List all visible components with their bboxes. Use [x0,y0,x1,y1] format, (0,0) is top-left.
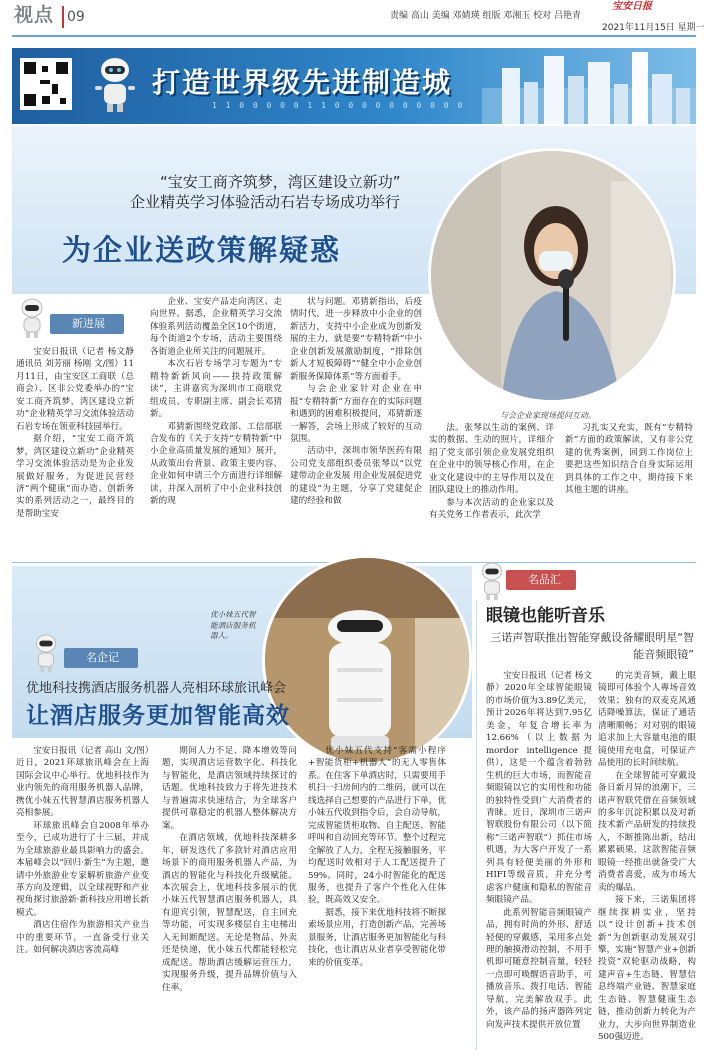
robot-mascot-icon [90,54,140,114]
paragraph: 法。张琴以生动的案例、详实的数据、生动的照片，详细介绍了党支部引领企业发展党组织在企业中的领导核心作用，在企业文化建设中的主导作用以及在团队建设上的推动作用。 [429,423,554,496]
paragraph: 宝安日报讯（记者 杨文静 通讯员 刘芳丽 杨刚 文/图）11月11日，由宝安区工商联（总商会）、区非公党委举办的“宝安工商齐筑梦，湾区建设立新功”企业精英学习交流体验活动石岩专场在领亚科技园举行。 [16,347,134,432]
editor-credits: 责编 高山 美编 邓婧瑛 组版 邓湘玉 校对 吕艳青 [390,11,582,21]
photo-caption: 与会企业家现场提问互动。 [500,411,596,420]
article-kicker: “宝安工商齐筑梦，湾区建设立新功” [160,173,401,191]
city-skyline-image [482,48,696,124]
article-headline[interactable]: 让酒店服务更加智能高效 [26,703,290,729]
banner [12,48,696,124]
speaker-photo [428,148,676,403]
page-number: 09 [67,9,85,25]
article-subtitle: 企业精英学习体验活动石岩专场成功举行 [130,193,401,211]
article-column [150,296,282,508]
paragraph: 企业、宝安产品走向湾区、走向世界。据悉，企业精英学习交流体验系列活动覆盖全区10个街道，每个街道2个专场，活动主要围绕各街道企业所关注的问题展开。 [150,297,282,357]
paragraph: 状与问题。邓猜新指出，后疫情时代，进一步释放中小企业的创新活力，支持中小企业成为创新发展的主力，就是要“专精特新”中小企业创新发展激励制度，“排除创新人才短板障碍”“健全中小企业创新服务保障体系”等方面着手。 [290,297,422,382]
paragraph: 宝安日报讯（记者 高山 文/图）近日，2021环球旅讯峰会在上海国际会议中心举行。优地科技作为业内领先的商用服务机器人品牌，携优小妹五代智慧酒店服务机器人亮相参展。 [16,746,149,819]
column-tag-brand: 名品汇 [506,570,576,590]
paragraph: 活动中，深圳市领华医药有限公司党支部组织委员张琴以“以党建带动企业发展 用企业发展促进党的建设”为主题，分享了党建促企建的经验和做 [290,446,422,507]
column-divider [476,600,477,1050]
paragraph: 参与本次活动的企业家以及有关党务工作者表示，此次学 [429,497,554,521]
paragraph: 与会企业家针对企业在申报“专精特新”方面存在的实际问题和遇到的困难积极提问，邓猜新逐一解答，会场上形成了较好的互动氛围。 [290,384,422,444]
paragraph: 期间人力不足、降本增效等问题，实现酒店运营数字化、科技化与智能化，是酒店领域持续探讨的话题。优地科技致力于将先进技术与普遍需求快速结合，为全球客户提供可靠稳定的机器人整体解决方案。 [162,746,297,831]
article-column [16,346,134,520]
article-subtitle: 优地科技携酒店服务机器人亮相环球旅讯峰会 [26,681,287,696]
qr-code-icon[interactable] [20,58,72,110]
paragraph: 接下来，三诺集团将继续探耕实业，坚持以“设计创新+技术创新”为创新驱动发展双引擎，实施“智慧产业+创新投资”双轮驱动战略，构建声音+生态链、智慧信息终端产业链、智慧家庭生态链、智慧健康生态链，推动创新力转化为产业力，大步向世界制造业500强迈进。 [598,895,696,1043]
column-tag-enterprise: 名企记 [64,648,138,668]
article-subtitle: 三诺声智联推出智能穿戴设备耀眼明星“智能音频眼镜” [490,631,694,661]
paragraph: 邓猜新围绕党政部、工信部联合发布的《关于支持“专精特新”中小企业高质量发展的通知》展开，从政策出台背景、政策主要内容、企业如何申请三个方面进行详细解读，并深入剖析了中小企业科技创新的现 [150,421,282,507]
issue-date: 2021年11月15日 星期一 [602,23,705,33]
paper-logo: 宝安日报 [612,1,652,12]
article-column [598,670,696,1044]
article-column [429,422,554,522]
article-column [308,745,446,969]
article-column [290,296,422,508]
banner-binary-text: 1 1 0 0 0 0 0 1 1 0 0 0 0 0 0 0 0 0 0 [212,101,465,110]
article-column [486,670,592,1031]
paragraph: 据介绍，“宝安工商齐筑梦，湾区建设立新功”企业精英学习交流体验活动是为企业发展做好服务，为促进民营经济“两个健康”而办造、创新务实的系列活动之一，最终目的是帮助宝安 [16,434,134,519]
paragraph: 本次石岩专场学习专题为“专精特新新风向——抉持政策解读”，主讲嘉宾为深圳市工商联党组成员、专职副主席、副会长邓猜新。 [150,359,282,420]
paragraph: 在全球智能可穿戴设备日新月异的浪潮下，三诺声智联凭借在音频领域的多年沉淀积累以及对新技术新产品研发的持续投入，不断推陈出新，结出累累硕果，这款智能音频眼镜一经推出就备受广大消费者喜爱，成为市场大卖的爆品。 [598,770,696,893]
robot-mascot-icon [14,296,50,340]
paragraph: 酒店住宿作为旅游相关产业当中的重要环节，一直备受行业关注。如何解决酒店客流高峰 [16,920,149,956]
robot-mascot-icon [474,560,510,602]
paragraph: 的完美音频，戴上眼镜即可体验个人專场音效效果；独有的双麦克风通话降噪算法，保证了通话清晰顺畅；对对别的眼镜追求加上大容量电池的眼镜使用充电盒，可保证产品使用的长时间续航。 [598,671,696,769]
paragraph: 据悉，接下来优地科技将不断探索场景应用，打造创新产品，完善场景服务，让酒店服务更加智能化与科技化，也让酒店从业者享受智能化带来的价值变革。 [308,907,446,968]
robot-mascot-icon [28,632,64,674]
paragraph: 环球旅讯峰会自2008年举办至今，已成功进行了十三届，并成为全球旅游业最具影响力的盛会。本届峰会以“回归·新生”为主题，邀请中外旅游业专家解析旅游产业变革方向及逻辑，以全球视野和产业视角探讨旅游新·新科技应用增长新模式。 [16,820,149,918]
article-headline[interactable]: 为企业送政策解疑惑 [62,233,342,267]
section-divider [62,6,64,28]
article-headline[interactable]: 眼镜也能听音乐 [486,606,605,626]
photo-caption: 优小妹五代智能酒店服务机器人。 [210,610,256,641]
section-name: 视点 [14,4,55,26]
hotel-robot-photo [262,555,472,765]
article-column [16,745,149,957]
banner-title: 打造世界级先进制造城 [152,66,453,99]
paragraph: 此系列智能音频眼镜产品，拥有时尚的外形、舒适轻便的穿戴感，采用多点处理的触摸滑动控制，不用手机即可随意控制音量，轻轻一点即可唤醒语音助手，可播放音乐、拨打电话、智能导航，完美解放双手。此外，该产品的扬声器阵列定向发声技术提供开放位置 [486,907,592,1030]
paragraph: 习扎实又充实，既有“专精特新”方面的政策解读，又有非公党建的优秀案例，回到工作岗位上要把这些知识结合自身实际运用到具体的工作之中，期待接下来其他主题的讲座。 [565,423,693,496]
paragraph: 优小妹五代支持“客需小程序+智能货柜+机器人”的无人零售体系。在住客下单酒店时，只需要用手机扫一扫房间内的二维码，就可以在线选择自己想要的产品进行下单，优小妹五代收到指令后，会自动导航，完成智能货柜取物、自主配送、智能呼叫和自动回充等环节。整个过程完全解放了人力，全程无接触服务，平均配送时效相对于人工配送提升了59%。同时，24小时智能化的配送服务，也提升了客户个性化入住体验，既高效又安全。 [308,746,446,906]
header-rule [12,35,696,37]
paragraph: 宝安日报讯（记者 杨文静）2020年全球智能眼镜的市场价值为3.89亿美元，预计2026年将达到7.95亿美金，年复合增长率为12.66%（以上数据为mordor intelligence提供），这是一个蕴含着勃勃生机的巨大市场，而智能音频眼镜以它的实用性和功能的独特性受到广大消费者的青睐。近日，深圳市三诺声智联股份有限公司（以下简称“三诺声智联”）抓住市场机遇，为大客户开发了一系列具有轻便美丽的外形和HIFI等级音质，并充分考虑客户健康和隐私的智能音频眼镜产品。 [486,671,592,906]
paragraph: 在酒店领域，优地科技深耕多年，研发迭代了多款针对酒店应用场景下的商用服务机器人产品，为酒店的智能化与科技化升级赋能。本次展会上，优地科技多展示的优小妹五代智慧酒店服务机器人，具有迎宾引领，智慧配送，自主回充等功能，可实现多楼层自主电梯出入无间断配送。无论是物品、外卖还是快递，优小妹五代都能轻松完成配送。帮助酒店缓解运营压力，实现服务升级，提升品牌价值与入住率。 [162,833,297,993]
article-column [565,422,693,497]
article-column [162,745,297,994]
column-tag-news: 新进展 [50,314,124,334]
